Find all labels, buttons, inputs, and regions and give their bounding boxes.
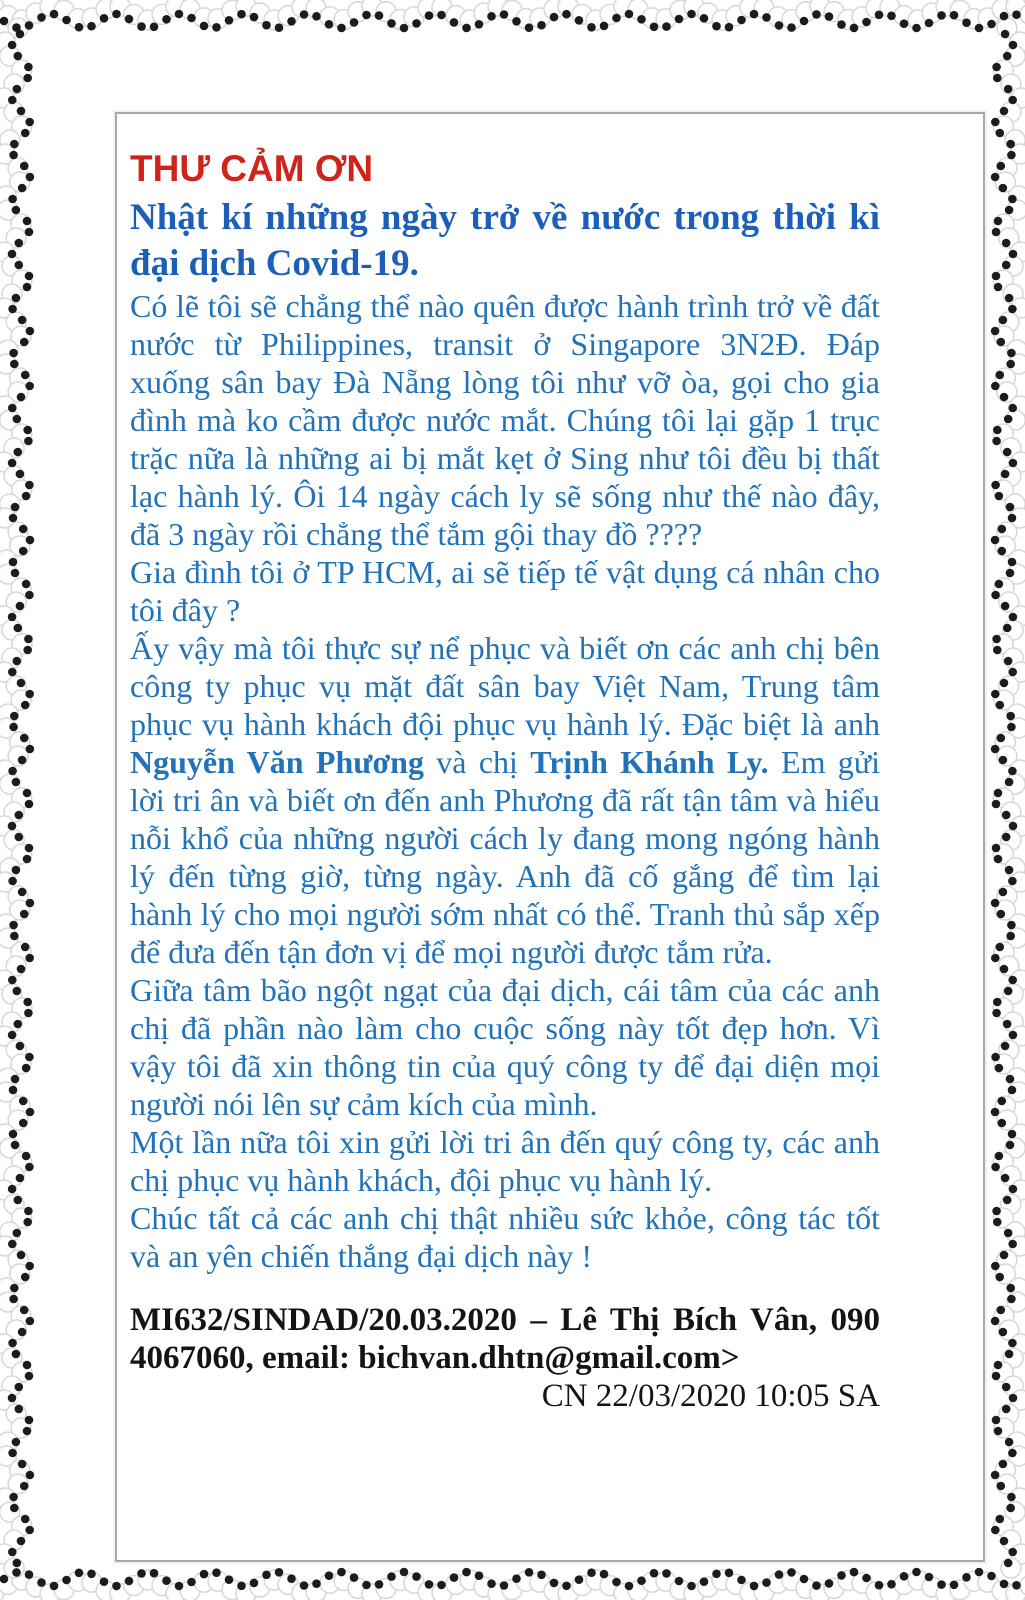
letter-subtitle: Nhật kí những ngày trở về nước trong thời kì đại dịch Covid-19. [130, 197, 880, 284]
paragraph-journey: Có lẽ tôi sẽ chẳng thể nào quên được hành trình trở về đất nước từ Philippines, transit ở Singapore 3N2Đ. Đáp xuống sân bay Đà Nẵng lòng tôi như vỡ òa, gọi cho gia đình mà ko cầm được nước mắt. Chúng tôi lại gặp 1 trục trặc nữa là những ai bị mắt kẹt ở Sing như tôi đều bị thất lạc hành lý. Ôi 14 ngày cách ly sẽ sống như thế nào đây, đã 3 ngày rồi chẳng thể tắm gội thay đồ ???? [130, 288, 880, 552]
person-name-nguyen-van-phuong: Nguyễn Văn Phương [130, 744, 424, 780]
gratitude-text-3: Em gửi lời tri ân và biết ơn đến anh Phương đã rất tận tâm và hiểu nỗi khổ của những người cách ly đang mong ngóng hành lý đến từng giờ, từng ngày. Anh đã cố gắng để tìm lại hành lý cho mọi người sớm nhất có thể. Tranh thủ sắp xếp để đưa đến tận đơn vị để mọi người được tắm rửa. [130, 744, 881, 970]
gratitude-text-1: Ấy vậy mà tôi thực sự nể phục và biết ơn các anh chị bên công ty phục vụ mặt đất sân bay Việt Nam, Trung tâm phục vụ hành khách đội phục vụ hành lý. Đặc biệt là anh [130, 630, 880, 742]
paragraph-pandemic: Giữa tâm bão ngột ngạt của đại dịch, cái tâm của các anh chị đã phần nào làm cho cuộc sống này tốt đẹp hơn. Vì vậy tôi đã xin thông tin của quý công ty để đại diện mọi người nói lên sự cảm kích của mình. [130, 972, 880, 1122]
timestamp: CN 22/03/2020 10:05 SA [541, 1378, 880, 1414]
paragraph-family-question: Gia đình tôi ở TP HCM, ai sẽ tiếp tế vật dụng cá nhân cho tôi đây ? [130, 554, 880, 628]
paragraph-wishes: Chúc tất cả các anh chị thật nhiều sức khỏe, công tác tốt và an yên chiến thắng đại dịch này ! [130, 1200, 880, 1274]
signature-line: MI632/SINDAD/20.03.2020 – Lê Thị Bích Vân, 090 4067060, email: bichvan.dhtn@gmail.com> [130, 1302, 880, 1376]
letter-title: THƯ CẢM ƠN [130, 148, 374, 189]
paragraph-thanks-again: Một lần nữa tôi xin gửi lời tri ân đến quý công ty, các anh chị phục vụ hành khách, đội phục vụ hành lý. [130, 1124, 880, 1198]
paragraph-gratitude [130, 629, 880, 971]
gratitude-text-2: và chị [423, 744, 531, 780]
person-name-trinh-khanh-ly: Trịnh Khánh Ly. [530, 744, 769, 780]
inner-frame [115, 112, 985, 1562]
